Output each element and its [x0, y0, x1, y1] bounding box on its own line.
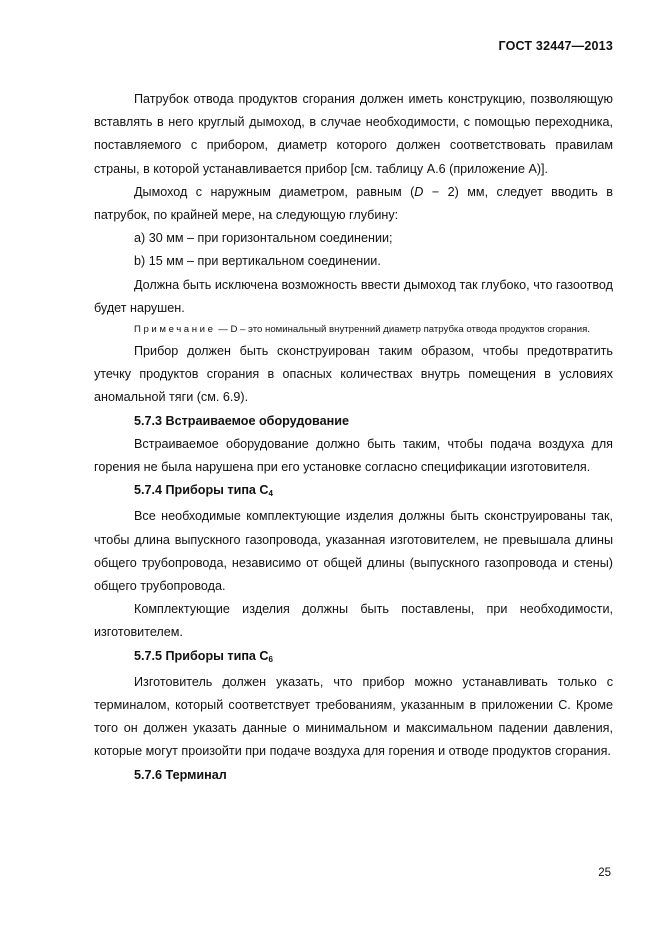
- section-heading-5-7-3: 5.7.3 Встраиваемое оборудование: [134, 413, 349, 428]
- paragraph-flue-depth-start: Дымоход с наружным диаметром, равным (: [134, 184, 415, 199]
- list-item-b: b) 15 мм – при вертикальном соединении.: [134, 254, 381, 269]
- list-item-a: a) 30 мм – при горизонтальном соединении;: [134, 231, 393, 246]
- paragraph-leak-prevention: Прибор должен быть сконструирован таким образом, чтобы предотвратить утечку продуктов сгорания в опасных количествах внутрь помещения в условиях аномальной тяги (см. 6.9).: [94, 344, 613, 405]
- section-heading-5-7-6: 5.7.6 Терминал: [134, 767, 227, 782]
- standard-header: ГОСТ 32447—2013: [498, 39, 613, 53]
- note-label: Примечание: [134, 324, 216, 336]
- paragraph-flue-depth-end: − 2) мм, следует вводить в патрубок, по крайней мере, на следующую глубину:: [94, 184, 613, 223]
- section-heading-5-7-5: [94, 645, 613, 671]
- paragraph-terminal-requirements: Изготовитель должен указать, что прибор можно устанавливать только с терминалом, который соответствует требованиям, указанным в приложении С. Кроме того он должен указать данные о минимальном и максимальном падении давления, которые могут произойти при подаче воздуха для горения и отводе продуктов сгорания.: [94, 674, 613, 759]
- paragraph-components-supply: Комплектующие изделия должны быть поставлены, при необходимости, изготовителем.: [94, 602, 613, 640]
- paragraph-built-in: Встраиваемое оборудование должно быть таким, чтобы подача воздуха для горения не была нарушена при его установке согласно спецификации изготовителя.: [94, 436, 613, 475]
- note-text: — D – это номинальный внутренний диаметр патрубка отвода продуктов сгорания.: [215, 324, 590, 336]
- note: [94, 320, 613, 340]
- section-heading-5-7-4-subscript: 4: [268, 489, 273, 499]
- paragraph-components-design: Все необходимые комплектующие изделия должны быть сконструированы так, чтобы длина выпускного газопровода, указанная изготовителем, не превышала длины общего трубопровода, независимо от общей длины (выпускного газопровода и стены) общего трубопровода.: [94, 509, 613, 594]
- page-number: 25: [598, 867, 611, 879]
- paragraph-exclusion: Должна быть исключена возможность ввести дымоход так глубоко, что газоотвод будет нарушен.: [94, 277, 613, 315]
- section-heading-5-7-5-text: 5.7.5 Приборы типа С: [134, 648, 269, 663]
- section-heading-5-7-5-subscript: 6: [268, 654, 273, 664]
- section-heading-5-7-4-text: 5.7.4 Приборы типа С: [134, 483, 269, 498]
- paragraph-flue-depth: [94, 181, 613, 227]
- document-body: [94, 88, 613, 787]
- paragraph-outlet-connection: Патрубок отвода продуктов сгорания должен иметь конструкцию, позволяющую вставлять в него круглый дымоход, в случае необходимости, с помощью переходника, поставляемого с прибором, диаметр которого должен соответствовать правилам страны, в которой устанавливается прибор [см. таблицу А.6 (приложение А)].: [94, 92, 613, 176]
- diameter-variable: D: [414, 184, 424, 199]
- section-heading-5-7-4: [94, 479, 613, 505]
